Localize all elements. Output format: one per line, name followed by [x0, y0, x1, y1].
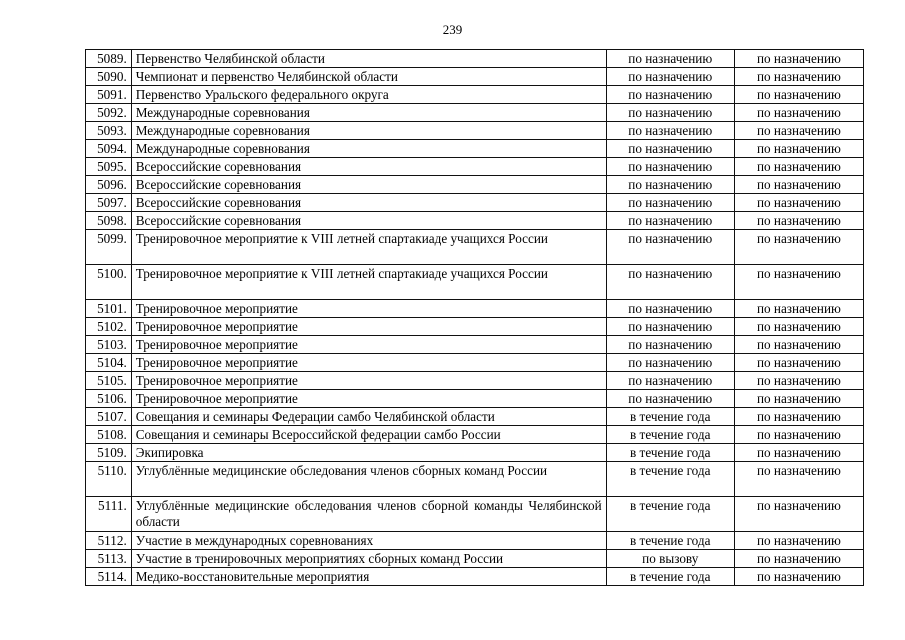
table-row	[86, 68, 864, 86]
event-place: по назначению	[734, 194, 863, 212]
events-table	[85, 49, 864, 586]
table-row	[86, 390, 864, 408]
table-row	[86, 50, 864, 68]
event-term: по вызову	[606, 550, 734, 568]
row-number: 5104.	[86, 354, 132, 372]
row-number: 5105.	[86, 372, 132, 390]
event-name: Международные соревнования	[131, 104, 606, 122]
event-place: по назначению	[734, 408, 863, 426]
event-name: Углублённые медицинские обследования членов сборных команд России	[131, 462, 606, 497]
events-table-body	[86, 50, 864, 586]
row-number: 5095.	[86, 158, 132, 176]
table-row	[86, 550, 864, 568]
row-number: 5092.	[86, 104, 132, 122]
event-place: по назначению	[734, 426, 863, 444]
event-name: Медико-восстановительные мероприятия	[131, 568, 606, 586]
event-term: по назначению	[606, 354, 734, 372]
table-row	[86, 444, 864, 462]
event-place: по назначению	[734, 444, 863, 462]
row-number: 5109.	[86, 444, 132, 462]
table-row	[86, 372, 864, 390]
table-row	[86, 300, 864, 318]
row-number: 5097.	[86, 194, 132, 212]
event-term: по назначению	[606, 86, 734, 104]
row-number: 5107.	[86, 408, 132, 426]
event-term: по назначению	[606, 176, 734, 194]
row-number: 5098.	[86, 212, 132, 230]
row-number: 5094.	[86, 140, 132, 158]
event-term: в течение года	[606, 568, 734, 586]
event-name: Тренировочное мероприятие	[131, 318, 606, 336]
event-place: по назначению	[734, 230, 863, 265]
table-row	[86, 86, 864, 104]
event-term: по назначению	[606, 336, 734, 354]
event-place: по назначению	[734, 158, 863, 176]
event-term: по назначению	[606, 390, 734, 408]
event-term: в течение года	[606, 408, 734, 426]
event-term: по назначению	[606, 104, 734, 122]
table-row	[86, 158, 864, 176]
row-number: 5112.	[86, 532, 132, 550]
event-name: Экипировка	[131, 444, 606, 462]
row-number: 5103.	[86, 336, 132, 354]
row-number: 5093.	[86, 122, 132, 140]
event-term: по назначению	[606, 372, 734, 390]
table-row	[86, 140, 864, 158]
event-name: Тренировочное мероприятие	[131, 336, 606, 354]
event-name: Тренировочное мероприятие	[131, 300, 606, 318]
event-name: Всероссийские соревнования	[131, 194, 606, 212]
event-name: Всероссийские соревнования	[131, 212, 606, 230]
table-row	[86, 354, 864, 372]
event-place: по назначению	[734, 532, 863, 550]
table-row	[86, 122, 864, 140]
table-row	[86, 568, 864, 586]
event-name: Тренировочное мероприятие к VIII летней спартакиаде учащихся России	[131, 230, 606, 265]
event-name: Совещания и семинары Федерации самбо Челябинской области	[131, 408, 606, 426]
event-name: Первенство Челябинской области	[131, 50, 606, 68]
row-number: 5108.	[86, 426, 132, 444]
event-term: по назначению	[606, 300, 734, 318]
event-place: по назначению	[734, 354, 863, 372]
event-name: Совещания и семинары Всероссийской федерации самбо России	[131, 426, 606, 444]
event-place: по назначению	[734, 86, 863, 104]
row-number: 5102.	[86, 318, 132, 336]
event-name: Чемпионат и первенство Челябинской области	[131, 68, 606, 86]
event-place: по назначению	[734, 372, 863, 390]
event-place: по назначению	[734, 300, 863, 318]
event-place: по назначению	[734, 50, 863, 68]
event-name: Первенство Уральского федерального округа	[131, 86, 606, 104]
event-term: в течение года	[606, 462, 734, 497]
event-name: Всероссийские соревнования	[131, 158, 606, 176]
event-name: Международные соревнования	[131, 140, 606, 158]
table-row	[86, 462, 864, 497]
event-term: по назначению	[606, 230, 734, 265]
event-term: по назначению	[606, 194, 734, 212]
row-number: 5110.	[86, 462, 132, 497]
row-number: 5101.	[86, 300, 132, 318]
table-row	[86, 336, 864, 354]
event-place: по назначению	[734, 497, 863, 532]
page-number: 239	[442, 22, 463, 37]
event-place: по назначению	[734, 104, 863, 122]
table-row	[86, 497, 864, 532]
event-name: Тренировочное мероприятие	[131, 354, 606, 372]
row-number: 5100.	[86, 265, 132, 300]
event-place: по назначению	[734, 568, 863, 586]
event-place: по назначению	[734, 336, 863, 354]
event-term: по назначению	[606, 318, 734, 336]
row-number: 5111.	[86, 497, 132, 532]
table-row	[86, 408, 864, 426]
table-row	[86, 194, 864, 212]
row-number: 5099.	[86, 230, 132, 265]
event-name: Участие в тренировочных мероприятиях сборных команд России	[131, 550, 606, 568]
table-row	[86, 532, 864, 550]
event-place: по назначению	[734, 140, 863, 158]
event-place: по назначению	[734, 68, 863, 86]
event-place: по назначению	[734, 318, 863, 336]
event-term: в течение года	[606, 426, 734, 444]
table-row	[86, 104, 864, 122]
event-name: Тренировочное мероприятие	[131, 390, 606, 408]
event-term: по назначению	[606, 158, 734, 176]
row-number: 5089.	[86, 50, 132, 68]
row-number: 5114.	[86, 568, 132, 586]
event-place: по назначению	[734, 390, 863, 408]
event-name: Участие в международных соревнованиях	[131, 532, 606, 550]
table-row	[86, 265, 864, 300]
event-place: по назначению	[734, 265, 863, 300]
event-term: по назначению	[606, 140, 734, 158]
event-name: Тренировочное мероприятие к VIII летней спартакиаде учащихся России	[131, 265, 606, 300]
event-term: в течение года	[606, 497, 734, 532]
event-place: по назначению	[734, 176, 863, 194]
event-name: Международные соревнования	[131, 122, 606, 140]
row-number: 5113.	[86, 550, 132, 568]
event-place: по назначению	[734, 122, 863, 140]
event-term: по назначению	[606, 122, 734, 140]
table-row	[86, 212, 864, 230]
event-place: по назначению	[734, 212, 863, 230]
event-term: в течение года	[606, 444, 734, 462]
table-row	[86, 176, 864, 194]
row-number: 5090.	[86, 68, 132, 86]
event-term: по назначению	[606, 212, 734, 230]
event-term: в течение года	[606, 532, 734, 550]
row-number: 5096.	[86, 176, 132, 194]
row-number: 5106.	[86, 390, 132, 408]
event-name: Тренировочное мероприятие	[131, 372, 606, 390]
event-name: Углублённые медицинские обследования членов сборной команды Челябинской области	[131, 497, 606, 532]
row-number: 5091.	[86, 86, 132, 104]
event-name: Всероссийские соревнования	[131, 176, 606, 194]
event-term: по назначению	[606, 50, 734, 68]
event-term: по назначению	[606, 265, 734, 300]
event-place: по назначению	[734, 550, 863, 568]
table-row	[86, 230, 864, 265]
table-row	[86, 318, 864, 336]
event-term: по назначению	[606, 68, 734, 86]
event-place: по назначению	[734, 462, 863, 497]
table-row	[86, 426, 864, 444]
